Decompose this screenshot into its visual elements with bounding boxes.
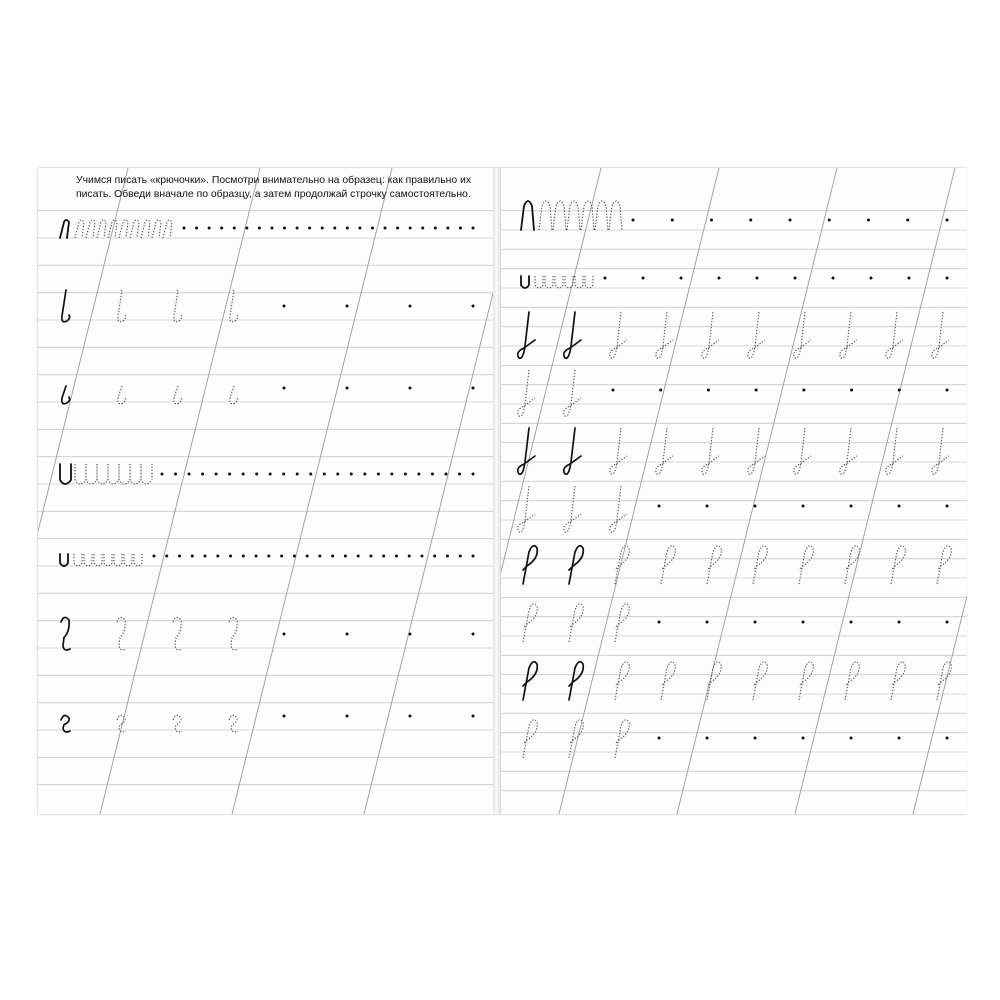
guide-dot xyxy=(245,227,248,230)
guide-dot xyxy=(472,555,475,558)
guide-dot xyxy=(850,389,853,392)
traced-stroke xyxy=(840,428,857,474)
guide-dot xyxy=(390,473,393,476)
guide-dot xyxy=(369,555,372,558)
guide-dot xyxy=(431,473,434,476)
guide-dot xyxy=(296,473,299,476)
guide-dot xyxy=(946,219,949,222)
guide-dot xyxy=(458,473,461,476)
sample-stroke xyxy=(564,312,581,358)
guide-dot xyxy=(178,555,181,558)
guide-dot xyxy=(946,621,949,624)
sample-stroke xyxy=(61,617,70,650)
traced-stroke xyxy=(539,201,622,230)
sample-stroke xyxy=(60,220,69,238)
guide-dot xyxy=(754,505,757,508)
traced-stroke xyxy=(748,312,765,358)
guide-dot xyxy=(472,715,475,718)
guide-dot xyxy=(756,277,759,280)
instruction-line-1: Учимся писать «крючочки». Посмотри внимательно на образец: как правильно их xyxy=(76,175,472,186)
guide-dot xyxy=(309,473,312,476)
guide-dot xyxy=(280,555,283,558)
traced-stroke xyxy=(75,220,172,238)
guide-dot xyxy=(718,277,721,280)
guide-dot xyxy=(898,621,901,624)
guide-dot xyxy=(161,473,164,476)
traced-stroke xyxy=(886,312,903,358)
guide-dot xyxy=(832,277,835,280)
left-page-ruling xyxy=(38,168,493,814)
guide-dot xyxy=(323,473,326,476)
traced-stroke xyxy=(173,617,182,650)
traced-stroke xyxy=(656,312,673,358)
guide-dot xyxy=(898,505,901,508)
guide-dot xyxy=(255,473,258,476)
traced-stroke xyxy=(173,715,182,732)
guide-dot xyxy=(229,555,232,558)
sample-stroke xyxy=(521,201,534,230)
guide-dot xyxy=(446,227,449,230)
left-page xyxy=(38,168,494,814)
traced-stroke xyxy=(702,312,719,358)
guide-dot xyxy=(659,389,662,392)
guide-dot xyxy=(233,227,236,230)
guide-dot xyxy=(459,555,462,558)
guide-dot xyxy=(828,219,831,222)
guide-dot xyxy=(850,505,853,508)
traced-stroke xyxy=(702,428,719,474)
traced-stroke xyxy=(230,386,238,404)
guide-dot xyxy=(472,387,475,390)
traced-stroke xyxy=(932,312,949,358)
guide-dot xyxy=(344,555,347,558)
guide-dot xyxy=(377,473,380,476)
guide-dot xyxy=(706,621,709,624)
guide-dot xyxy=(242,555,245,558)
slant-guide xyxy=(232,168,392,814)
guide-dot xyxy=(946,737,949,740)
slant-guide xyxy=(795,168,955,814)
guide-dot xyxy=(201,473,204,476)
right-page-ruling xyxy=(501,168,967,814)
guide-dot xyxy=(680,277,683,280)
traced-stroke xyxy=(230,290,238,322)
guide-dot xyxy=(850,737,853,740)
guide-dot xyxy=(754,737,757,740)
slant-guide xyxy=(913,168,967,814)
traced-stroke xyxy=(117,617,126,650)
guide-dot xyxy=(612,389,615,392)
guide-dot xyxy=(802,389,805,392)
guide-dot xyxy=(215,473,218,476)
guide-dot xyxy=(444,473,447,476)
guide-dot xyxy=(749,219,752,222)
guide-dot xyxy=(270,227,273,230)
guide-dot xyxy=(208,227,211,230)
guide-dot xyxy=(459,227,462,230)
guide-dot xyxy=(789,219,792,222)
guide-dot xyxy=(382,555,385,558)
traced-stroke xyxy=(518,370,535,416)
guide-dot xyxy=(350,473,353,476)
guide-dot xyxy=(802,505,805,508)
guide-dot xyxy=(358,227,361,230)
guide-dot xyxy=(421,227,424,230)
guide-dot xyxy=(434,227,437,230)
guide-dot xyxy=(802,737,805,740)
workbook-spread xyxy=(38,168,966,814)
guide-dot xyxy=(346,227,349,230)
guide-dot xyxy=(195,227,198,230)
guide-dot xyxy=(409,633,412,636)
guide-dot xyxy=(472,473,475,476)
guide-dot xyxy=(165,555,168,558)
guide-dot xyxy=(946,277,949,280)
guide-dot xyxy=(318,555,321,558)
guide-dot xyxy=(906,219,909,222)
guide-dot xyxy=(371,227,374,230)
guide-dot xyxy=(604,277,607,280)
traced-stroke xyxy=(886,428,903,474)
traced-stroke xyxy=(656,428,673,474)
guide-dot xyxy=(409,305,412,308)
sample-stroke xyxy=(62,290,70,322)
guide-dot xyxy=(946,505,949,508)
guide-dot xyxy=(269,473,272,476)
slant-guide xyxy=(677,168,837,814)
guide-dot xyxy=(658,505,661,508)
instruction-line-2: писать. Обведи вначале по образцу, а затем продолжай строчку самостоятельно. xyxy=(76,189,471,200)
guide-dot xyxy=(255,555,258,558)
guide-dot xyxy=(472,633,475,636)
traced-stroke xyxy=(118,290,126,322)
guide-dot xyxy=(850,621,853,624)
guide-dot xyxy=(346,633,349,636)
guide-dot xyxy=(658,621,661,624)
guide-dot xyxy=(293,555,296,558)
traced-stroke xyxy=(794,428,811,474)
traced-stroke xyxy=(75,464,152,484)
guide-dot xyxy=(336,473,339,476)
traced-stroke xyxy=(174,290,182,322)
guide-dot xyxy=(267,555,270,558)
guide-dot xyxy=(346,715,349,718)
guide-dot xyxy=(707,389,710,392)
guide-dot xyxy=(898,737,901,740)
sample-stroke xyxy=(62,386,70,404)
guide-dot xyxy=(898,389,901,392)
sample-stroke xyxy=(60,554,68,566)
sample-stroke xyxy=(61,715,70,732)
guide-dot xyxy=(242,473,245,476)
traced-stroke xyxy=(564,370,581,416)
traced-stroke xyxy=(118,386,126,404)
guide-dot xyxy=(755,389,758,392)
guide-dot xyxy=(220,227,223,230)
traced-stroke xyxy=(229,715,238,732)
guide-dot xyxy=(632,219,635,222)
sample-stroke xyxy=(60,464,71,484)
guide-dot xyxy=(333,227,336,230)
guide-dot xyxy=(420,555,423,558)
slant-guide xyxy=(38,168,128,814)
sample-stroke xyxy=(564,428,581,474)
guide-dot xyxy=(283,305,286,308)
traced-stroke xyxy=(117,715,126,732)
guide-dot xyxy=(258,227,261,230)
instruction-text xyxy=(76,174,486,202)
guide-dot xyxy=(409,227,412,230)
guide-dot xyxy=(363,473,366,476)
guide-dot xyxy=(346,305,349,308)
guide-dot xyxy=(346,387,349,390)
guide-dot xyxy=(671,219,674,222)
guide-dot xyxy=(754,621,757,624)
guide-dot xyxy=(321,227,324,230)
guide-dot xyxy=(204,555,207,558)
guide-dot xyxy=(472,305,475,308)
traced-stroke xyxy=(610,428,627,474)
guide-dot xyxy=(283,633,286,636)
guide-dot xyxy=(706,505,709,508)
guide-dot xyxy=(446,555,449,558)
sample-stroke xyxy=(521,276,529,288)
guide-dot xyxy=(188,473,191,476)
guide-dot xyxy=(409,715,412,718)
traced-stroke xyxy=(229,617,238,650)
guide-dot xyxy=(384,227,387,230)
guide-dot xyxy=(472,227,475,230)
traced-stroke xyxy=(794,312,811,358)
guide-dot xyxy=(417,473,420,476)
traced-stroke xyxy=(932,428,949,474)
guide-dot xyxy=(183,227,186,230)
guide-dot xyxy=(404,473,407,476)
traced-stroke xyxy=(840,312,857,358)
guide-dot xyxy=(283,387,286,390)
guide-dot xyxy=(658,737,661,740)
guide-dot xyxy=(357,555,360,558)
slant-guide xyxy=(501,168,601,814)
guide-dot xyxy=(228,473,231,476)
guide-dot xyxy=(908,277,911,280)
guide-dot xyxy=(642,277,645,280)
traced-stroke xyxy=(610,486,627,532)
guide-dot xyxy=(174,473,177,476)
guide-dot xyxy=(296,227,299,230)
traced-stroke xyxy=(535,276,593,288)
guide-dot xyxy=(283,227,286,230)
guide-dot xyxy=(408,555,411,558)
guide-dot xyxy=(706,737,709,740)
guide-dot xyxy=(433,555,436,558)
guide-dot xyxy=(395,555,398,558)
guide-dot xyxy=(794,277,797,280)
traced-stroke xyxy=(610,312,627,358)
guide-dot xyxy=(306,555,309,558)
guide-dot xyxy=(216,555,219,558)
sample-stroke xyxy=(518,312,535,358)
guide-dot xyxy=(710,219,713,222)
guide-dot xyxy=(191,555,194,558)
right-page xyxy=(500,168,967,814)
guide-dot xyxy=(946,389,949,392)
book-gutter xyxy=(493,168,500,814)
traced-stroke xyxy=(74,554,142,566)
traced-stroke xyxy=(564,486,581,532)
guide-dot xyxy=(396,227,399,230)
guide-dot xyxy=(409,387,412,390)
guide-dot xyxy=(283,715,286,718)
traced-stroke xyxy=(174,386,182,404)
guide-dot xyxy=(802,621,805,624)
guide-dot xyxy=(282,473,285,476)
guide-dot xyxy=(331,555,334,558)
guide-dot xyxy=(870,277,873,280)
sample-stroke xyxy=(518,428,535,474)
guide-dot xyxy=(308,227,311,230)
slant-guide xyxy=(559,168,719,814)
guide-dot xyxy=(867,219,870,222)
guide-dot xyxy=(153,555,156,558)
